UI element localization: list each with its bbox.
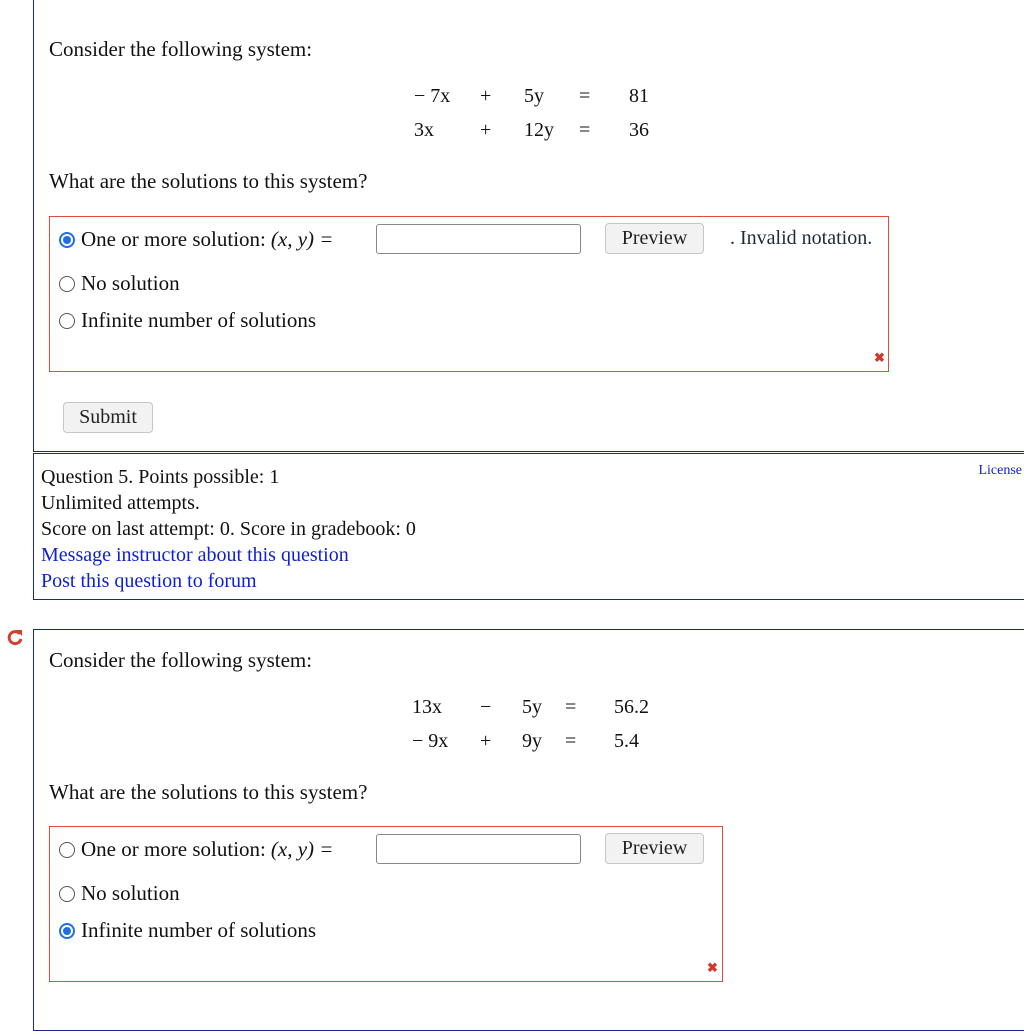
invalid-notation-message: . Invalid notation. — [730, 227, 873, 249]
option-label: No solution — [81, 881, 180, 905]
option-label: One or more solution: — [81, 837, 266, 861]
license-link[interactable]: License — [978, 463, 1022, 478]
post-to-forum-link[interactable]: Post this question to forum — [41, 570, 257, 592]
question-prompt: Consider the following system: — [49, 37, 313, 61]
option-no-solution[interactable] — [59, 271, 180, 296]
answer-box — [49, 826, 723, 982]
equation-1-equals: = — [565, 696, 577, 718]
equation-2-term-x: 3x — [414, 119, 434, 141]
equation-1-term-x: − 7x — [414, 85, 451, 107]
option-no-solution[interactable] — [59, 881, 180, 906]
equation-2-operator: + — [480, 119, 492, 141]
option-math: (x, y) = — [270, 227, 334, 251]
radio-icon[interactable] — [59, 313, 75, 329]
equation-2-operator: + — [480, 730, 492, 752]
radio-selected-icon[interactable] — [59, 923, 75, 939]
option-one-or-more[interactable] — [59, 227, 333, 252]
question-points: Question 5. Points possible: 1 — [41, 466, 280, 488]
answer-input[interactable] — [376, 834, 581, 864]
option-label: No solution — [81, 271, 180, 295]
option-infinite[interactable] — [59, 308, 316, 333]
equation-1-term-x: 13x — [412, 696, 442, 718]
retry-icon[interactable] — [6, 628, 24, 651]
option-label: Infinite number of solutions — [81, 918, 317, 942]
preview-button[interactable]: Preview — [605, 833, 704, 864]
option-label: Infinite number of solutions — [81, 308, 317, 332]
question-panel-2 — [33, 629, 1024, 1031]
equation-2-term-y: 9y — [522, 730, 542, 752]
equation-2-term-y: 12y — [524, 119, 554, 141]
equation-2-rhs: 36 — [629, 119, 649, 141]
submit-button[interactable]: Submit — [63, 402, 153, 433]
radio-icon[interactable] — [59, 886, 75, 902]
radio-selected-icon[interactable] — [59, 232, 75, 248]
option-one-or-more[interactable] — [59, 837, 333, 862]
question-panel-1 — [33, 0, 1024, 452]
answer-box — [49, 216, 889, 372]
radio-icon[interactable] — [59, 842, 75, 858]
radio-icon[interactable] — [59, 276, 75, 292]
question-text: What are the solutions to this system? — [49, 780, 368, 804]
attempts-text: Unlimited attempts. — [41, 492, 200, 514]
option-label: One or more solution: — [81, 227, 266, 251]
score-text: Score on last attempt: 0. Score in gradebook: 0 — [41, 518, 416, 540]
option-infinite[interactable] — [59, 918, 316, 943]
equation-1-rhs: 56.2 — [614, 696, 649, 718]
equation-1-term-y: 5y — [522, 696, 542, 718]
incorrect-x-icon: ✖ — [707, 960, 718, 975]
equation-1-equals: = — [579, 85, 591, 107]
equation-2-term-x: − 9x — [412, 730, 449, 752]
question-prompt: Consider the following system: — [49, 648, 313, 672]
equation-2-equals: = — [565, 730, 577, 752]
option-math: (x, y) = — [270, 837, 334, 861]
equation-2-rhs: 5.4 — [614, 730, 639, 752]
equation-1-operator: − — [480, 696, 492, 718]
equation-2-equals: = — [579, 119, 591, 141]
message-instructor-link[interactable]: Message instructor about this question — [41, 544, 349, 566]
question-text: What are the solutions to this system? — [49, 169, 368, 193]
equation-1-operator: + — [480, 85, 492, 107]
incorrect-x-icon: ✖ — [874, 350, 885, 365]
answer-input[interactable] — [376, 224, 581, 254]
equation-1-rhs: 81 — [629, 85, 649, 107]
preview-button[interactable]: Preview — [605, 223, 704, 254]
equation-1-term-y: 5y — [524, 85, 544, 107]
question-info-panel — [33, 453, 1024, 600]
